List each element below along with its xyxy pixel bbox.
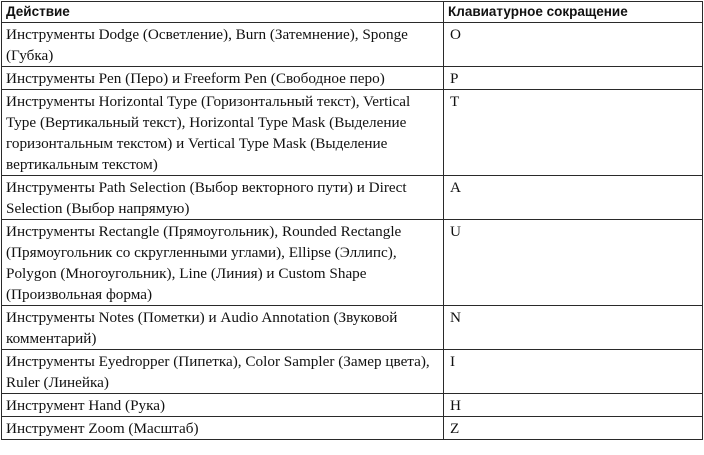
shortcut-key-cell: A bbox=[444, 176, 703, 220]
table-row bbox=[2, 176, 703, 220]
action-cell: Инструменты Horizontal Type (Горизонтальный текст), Vertical Type (Вертикальный текст), Horizontal Type Mask (Выделение горизонтальным текстом) и Vertical Type Mask (Выделение вертикальным текстом) bbox=[2, 90, 444, 176]
shortcut-key-cell: H bbox=[444, 394, 703, 417]
action-cell: Инструменты Path Selection (Выбор векторного пути) и Direct Selection (Выбор напрямую) bbox=[2, 176, 444, 220]
shortcut-key-cell: Z bbox=[444, 417, 703, 440]
table-row bbox=[2, 23, 703, 67]
table-row bbox=[2, 417, 703, 440]
shortcut-key-cell: T bbox=[444, 90, 703, 176]
shortcut-key-cell: I bbox=[444, 350, 703, 394]
shortcut-column-header: Клавиатурное сокращение bbox=[444, 2, 703, 23]
shortcuts-table bbox=[1, 1, 703, 440]
action-cell: Инструменты Dodge (Осветление), Burn (Затемнение), Sponge (Губка) bbox=[2, 23, 444, 67]
table-row bbox=[2, 306, 703, 350]
shortcut-key-cell: U bbox=[444, 220, 703, 306]
action-cell: Инструменты Pen (Перо) и Freeform Pen (Свободное перо) bbox=[2, 67, 444, 90]
table-row bbox=[2, 350, 703, 394]
action-cell: Инструменты Eyedropper (Пипетка), Color Sampler (Замер цвета), Ruler (Линейка) bbox=[2, 350, 444, 394]
action-cell: Инструменты Rectangle (Прямоугольник), Rounded Rectangle (Прямоугольник со скругленными углами), Ellipse (Эллипс), Polygon (Многоугольник), Line (Линия) и Custom Shape (Произвольная форма) bbox=[2, 220, 444, 306]
table-row bbox=[2, 90, 703, 176]
shortcut-key-cell: O bbox=[444, 23, 703, 67]
action-cell: Инструменты Notes (Пометки) и Audio Annotation (Звуковой комментарий) bbox=[2, 306, 444, 350]
table-row bbox=[2, 67, 703, 90]
action-column-header: Действие bbox=[2, 2, 444, 23]
header-row bbox=[2, 2, 703, 23]
shortcut-key-cell: N bbox=[444, 306, 703, 350]
action-cell: Инструмент Hand (Рука) bbox=[2, 394, 444, 417]
shortcut-key-cell: P bbox=[444, 67, 703, 90]
table-row bbox=[2, 220, 703, 306]
action-cell: Инструмент Zoom (Масштаб) bbox=[2, 417, 444, 440]
table-row bbox=[2, 394, 703, 417]
